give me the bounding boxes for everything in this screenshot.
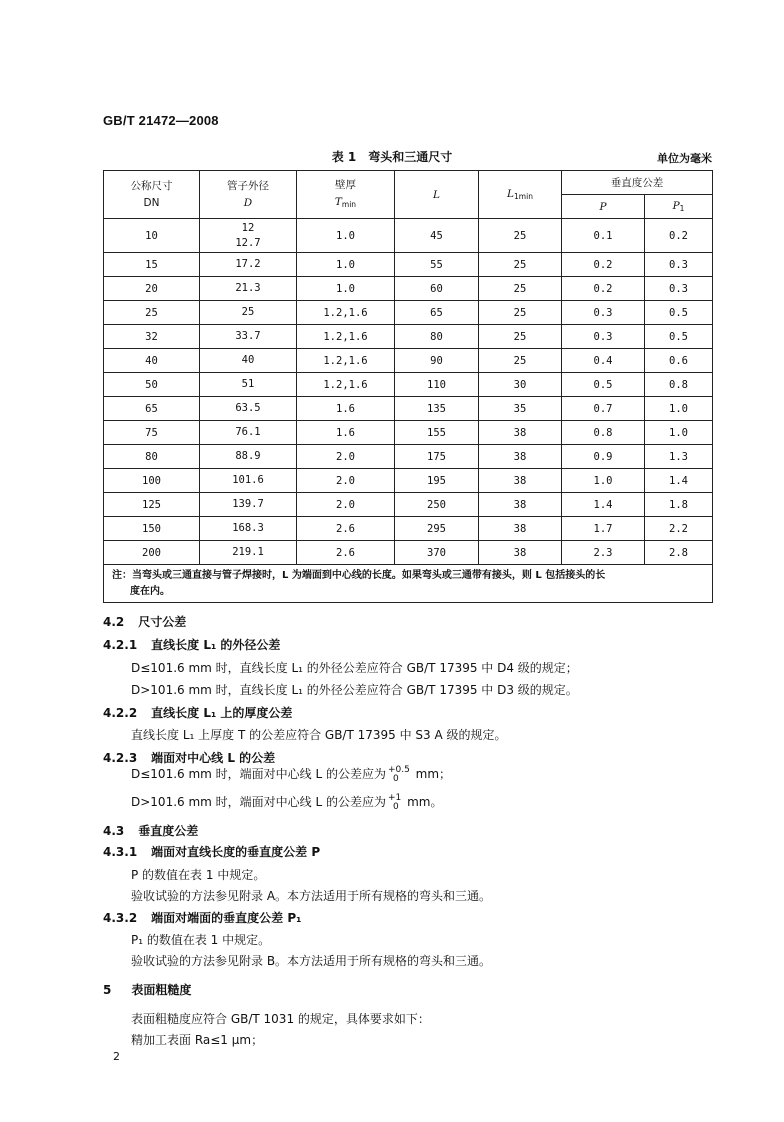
cell-p1: 1.0 bbox=[645, 397, 713, 421]
cell-d bbox=[200, 349, 297, 373]
cell-l: 195 bbox=[395, 469, 479, 493]
table-caption: 表 1 弯头和三通尺寸 bbox=[331, 150, 453, 164]
cell-p: 0.1 bbox=[562, 219, 645, 253]
table-row bbox=[104, 469, 713, 493]
cell-d bbox=[200, 277, 297, 301]
cell-l1: 38 bbox=[479, 517, 562, 541]
cell-l: 110 bbox=[395, 373, 479, 397]
table-row bbox=[104, 517, 713, 541]
cell-l1: 38 bbox=[479, 541, 562, 565]
cell-d-value: 12.7 bbox=[235, 236, 261, 249]
cell-p: 1.4 bbox=[562, 493, 645, 517]
cell-d bbox=[200, 397, 297, 421]
cell-p1: 0.3 bbox=[645, 277, 713, 301]
cell-l1: 35 bbox=[479, 397, 562, 421]
cell-l1: 25 bbox=[479, 253, 562, 277]
cell-p1: 0.5 bbox=[645, 325, 713, 349]
cell-d bbox=[200, 469, 297, 493]
cell-p: 0.3 bbox=[562, 325, 645, 349]
cell-p1: 1.8 bbox=[645, 493, 713, 517]
section-4-3-2-line1: P₁ 的数值在表 1 中规定。 bbox=[131, 933, 271, 947]
cell-l1: 25 bbox=[479, 349, 562, 373]
cell-dn: 10 bbox=[104, 219, 200, 253]
cell-dn: 75 bbox=[104, 421, 200, 445]
cell-p: 0.2 bbox=[562, 253, 645, 277]
cell-l1: 25 bbox=[479, 301, 562, 325]
cell-d bbox=[200, 445, 297, 469]
cell-p: 1.0 bbox=[562, 469, 645, 493]
cell-l: 175 bbox=[395, 445, 479, 469]
cell-d-value: 168.3 bbox=[232, 522, 264, 534]
tolerance-stack-2: +1 0 bbox=[387, 792, 402, 812]
cell-t: 1.6 bbox=[297, 397, 395, 421]
tolerance-stack-1: +0.5 0 bbox=[387, 764, 410, 784]
section-5-heading: 5 表面粗糙度 bbox=[103, 983, 192, 997]
section-4-2-2-heading: 4.2.2 直线长度 L₁ 上的厚度公差 bbox=[103, 706, 293, 720]
cell-p1: 0.6 bbox=[645, 349, 713, 373]
unit-note: 单位为毫米 bbox=[657, 152, 712, 165]
cell-dn: 32 bbox=[104, 325, 200, 349]
cell-l: 60 bbox=[395, 277, 479, 301]
cell-d bbox=[200, 541, 297, 565]
table-row bbox=[104, 421, 713, 445]
cell-t: 2.6 bbox=[297, 541, 395, 565]
table-row bbox=[104, 301, 713, 325]
cell-dn: 50 bbox=[104, 373, 200, 397]
cell-d bbox=[200, 301, 297, 325]
cell-d-value: 219.1 bbox=[232, 546, 264, 558]
cell-p: 0.7 bbox=[562, 397, 645, 421]
dimensions-table bbox=[103, 170, 713, 603]
cell-dn: 200 bbox=[104, 541, 200, 565]
cell-p: 0.2 bbox=[562, 277, 645, 301]
cell-d bbox=[200, 517, 297, 541]
header-length-l: L bbox=[395, 171, 479, 219]
cell-p: 0.3 bbox=[562, 301, 645, 325]
cell-l: 65 bbox=[395, 301, 479, 325]
cell-d-value: 88.9 bbox=[235, 450, 261, 462]
cell-t: 2.6 bbox=[297, 517, 395, 541]
cell-dn: 40 bbox=[104, 349, 200, 373]
cell-d bbox=[200, 253, 297, 277]
section-5-line1: 表面粗糙度应符合 GB/T 1031 的规定，具体要求如下： bbox=[131, 1012, 430, 1026]
cell-t: 2.0 bbox=[297, 493, 395, 517]
cell-l1: 38 bbox=[479, 469, 562, 493]
table-note: 注：当弯头或三通直接与管子焊接时，L 为端面到中心线的长度。如果弯头或三通带有接头，则 L 包括接头的长 度在内。 bbox=[104, 565, 713, 603]
cell-l1: 38 bbox=[479, 421, 562, 445]
header-outer-diameter: 管子外径 D bbox=[200, 171, 297, 219]
cell-p1: 2.8 bbox=[645, 541, 713, 565]
cell-d-value: 139.7 bbox=[232, 498, 264, 510]
cell-l1: 25 bbox=[479, 325, 562, 349]
table-row bbox=[104, 253, 713, 277]
section-4-3-heading: 4.3 垂直度公差 bbox=[103, 824, 199, 838]
table-row bbox=[104, 541, 713, 565]
cell-t: 1.0 bbox=[297, 219, 395, 253]
cell-p1: 0.2 bbox=[645, 219, 713, 253]
cell-l: 250 bbox=[395, 493, 479, 517]
cell-p1: 0.8 bbox=[645, 373, 713, 397]
cell-d-value: 101.6 bbox=[232, 474, 264, 486]
section-4-3-2-heading: 4.3.2 端面对端面的垂直度公差 P₁ bbox=[103, 911, 302, 925]
header-p1: $P_1$ bbox=[645, 195, 713, 219]
cell-d bbox=[200, 219, 297, 253]
section-4-3-2-line2: 验收试验的方法参见附录 B。本方法适用于所有规格的弯头和三通。 bbox=[131, 954, 492, 968]
cell-t: 2.0 bbox=[297, 445, 395, 469]
cell-dn: 80 bbox=[104, 445, 200, 469]
cell-p1: 1.0 bbox=[645, 421, 713, 445]
cell-d bbox=[200, 325, 297, 349]
section-4-2-3-heading: 4.2.3 端面对中心线 L 的公差 bbox=[103, 751, 276, 765]
cell-dn: 125 bbox=[104, 493, 200, 517]
cell-l1: 30 bbox=[479, 373, 562, 397]
cell-l: 155 bbox=[395, 421, 479, 445]
cell-p: 0.8 bbox=[562, 421, 645, 445]
section-5-line2: 精加工表面 Ra≤1 μm； bbox=[131, 1033, 264, 1047]
cell-p: 2.3 bbox=[562, 541, 645, 565]
header-length-l1min: $L_{1min}$ bbox=[479, 171, 562, 219]
table-row bbox=[104, 349, 713, 373]
cell-d-value: 51 bbox=[241, 378, 255, 390]
table-row bbox=[104, 373, 713, 397]
cell-l1: 38 bbox=[479, 445, 562, 469]
cell-p: 1.7 bbox=[562, 517, 645, 541]
cell-t: 1.2,1.6 bbox=[297, 349, 395, 373]
cell-d-value: 21.3 bbox=[235, 282, 261, 294]
cell-dn: 150 bbox=[104, 517, 200, 541]
header-p: P bbox=[562, 195, 645, 219]
cell-t: 1.6 bbox=[297, 421, 395, 445]
cell-dn: 100 bbox=[104, 469, 200, 493]
cell-dn: 25 bbox=[104, 301, 200, 325]
cell-d bbox=[200, 493, 297, 517]
cell-l: 80 bbox=[395, 325, 479, 349]
cell-p1: 1.4 bbox=[645, 469, 713, 493]
cell-p1: 0.3 bbox=[645, 253, 713, 277]
cell-t: 1.2,1.6 bbox=[297, 301, 395, 325]
cell-dn: 15 bbox=[104, 253, 200, 277]
section-4-2-3-line1: D≤101.6 mm 时，端面对中心线 L 的公差应为 +0.5 0 mm； bbox=[131, 764, 452, 784]
cell-d-value: 76.1 bbox=[235, 426, 261, 438]
cell-d-value: 33.7 bbox=[235, 330, 261, 342]
table-row bbox=[104, 325, 713, 349]
section-4-2-1-heading: 4.2.1 直线长度 L₁ 的外径公差 bbox=[103, 638, 281, 652]
cell-dn: 65 bbox=[104, 397, 200, 421]
header-dn: 公称尺寸 DN bbox=[104, 171, 200, 219]
document-code: GB/T 21472—2008 bbox=[103, 113, 219, 128]
cell-l1: 38 bbox=[479, 493, 562, 517]
cell-l1: 25 bbox=[479, 219, 562, 253]
section-4-2-3-line2: D>101.6 mm 时，端面对中心线 L 的公差应为 +1 0 mm。 bbox=[131, 792, 443, 812]
table-row bbox=[104, 277, 713, 301]
cell-p: 0.9 bbox=[562, 445, 645, 469]
cell-d-value: 63.5 bbox=[235, 402, 261, 414]
section-4-2-2-line1: 直线长度 L₁ 上厚度 T 的公差应符合 GB/T 17395 中 S3 A 级的规定。 bbox=[131, 728, 507, 742]
cell-p: 0.4 bbox=[562, 349, 645, 373]
cell-l: 90 bbox=[395, 349, 479, 373]
cell-t: 1.2,1.6 bbox=[297, 373, 395, 397]
section-4-3-1-heading: 4.3.1 端面对直线长度的垂直度公差 P bbox=[103, 845, 321, 859]
cell-d bbox=[200, 421, 297, 445]
cell-d-value: 40 bbox=[241, 354, 255, 366]
cell-t: 2.0 bbox=[297, 469, 395, 493]
cell-l: 135 bbox=[395, 397, 479, 421]
cell-dn: 20 bbox=[104, 277, 200, 301]
cell-l1: 25 bbox=[479, 277, 562, 301]
cell-d-value: 12 bbox=[241, 221, 255, 234]
cell-p: 0.5 bbox=[562, 373, 645, 397]
table-row bbox=[104, 219, 713, 253]
cell-d-value: 25 bbox=[241, 306, 255, 318]
section-4-3-1-line2: 验收试验的方法参见附录 A。本方法适用于所有规格的弯头和三通。 bbox=[131, 889, 492, 903]
cell-l: 295 bbox=[395, 517, 479, 541]
section-4-2-heading: 4.2 尺寸公差 bbox=[103, 615, 187, 629]
cell-l: 45 bbox=[395, 219, 479, 253]
cell-p1: 2.2 bbox=[645, 517, 713, 541]
header-perpendicularity: 垂直度公差 bbox=[562, 171, 713, 195]
section-4-2-1-line1: D≤101.6 mm 时，直线长度 L₁ 的外径公差应符合 GB/T 17395 中 D4 级的规定； bbox=[131, 661, 578, 675]
section-4-2-1-line2: D>101.6 mm 时，直线长度 L₁ 的外径公差应符合 GB/T 17395 中 D3 级的规定。 bbox=[131, 683, 578, 697]
page-number: 2 bbox=[113, 1050, 120, 1063]
table-body bbox=[104, 219, 713, 565]
cell-t: 1.2,1.6 bbox=[297, 325, 395, 349]
header-wall-thickness: 壁厚 $T_{min}$ bbox=[297, 171, 395, 219]
cell-l: 370 bbox=[395, 541, 479, 565]
cell-p1: 0.5 bbox=[645, 301, 713, 325]
cell-t: 1.0 bbox=[297, 253, 395, 277]
cell-d-value: 17.2 bbox=[235, 258, 261, 270]
section-4-3-1-line1: P 的数值在表 1 中规定。 bbox=[131, 868, 266, 882]
cell-p1: 1.3 bbox=[645, 445, 713, 469]
scan-edge-artifact bbox=[0, 0, 784, 4]
cell-d bbox=[200, 373, 297, 397]
cell-l: 55 bbox=[395, 253, 479, 277]
table-row bbox=[104, 445, 713, 469]
table-row bbox=[104, 397, 713, 421]
table-row bbox=[104, 493, 713, 517]
cell-t: 1.0 bbox=[297, 277, 395, 301]
